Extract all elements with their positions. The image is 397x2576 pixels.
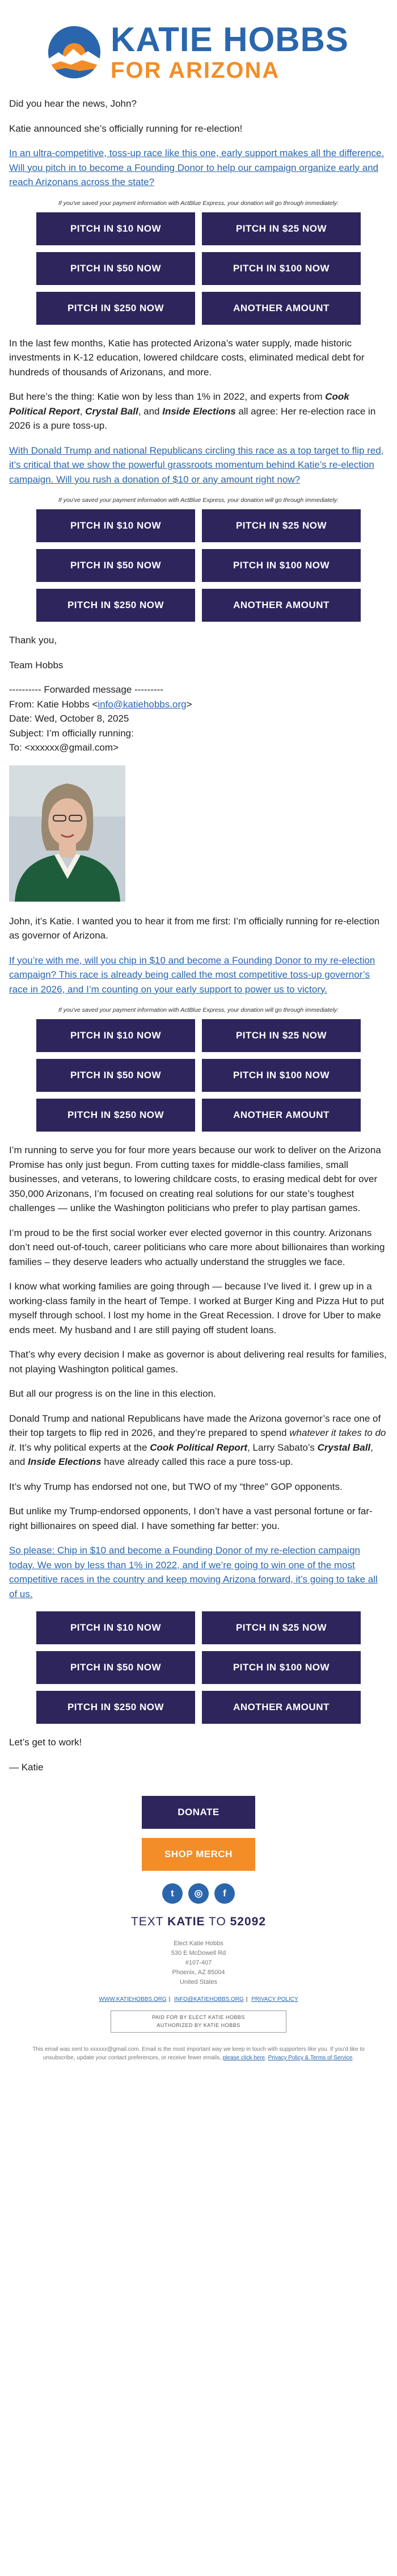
actblue-disclaimer: If you've saved your payment information with ActBlue Express, your donation will go through immediately: — [58, 199, 339, 207]
unsubscribe-link[interactable]: please click here — [222, 2055, 265, 2062]
forwarded-date: Date: Wed, October 8, 2025 — [9, 713, 129, 724]
donate-250-button[interactable]: PITCH IN $250 NOW — [36, 292, 195, 325]
donate-10-button[interactable]: PITCH IN $10 NOW — [36, 1611, 195, 1644]
working-families-paragraph: I know what working families are going through — because I’ve lived it. I grew up in a working-class family in the heart of Tempe. I worked at Burger King and Pizza Hut to put myself through school. I lost my home in the Great Recession. I drove for Uber to make ends meet. My husband and I are still paying off student loans. — [9, 1281, 385, 1335]
paid-for-by-box: PAID FOR BY ELECT KATIE HOBBS AUTHORIZED BY KATIE HOBBS — [111, 2010, 286, 2033]
donate-50-button[interactable]: PITCH IN $50 NOW — [36, 252, 195, 285]
donate-other-button[interactable]: ANOTHER AMOUNT — [202, 1099, 361, 1132]
donate-250-button[interactable]: PITCH IN $250 NOW — [36, 1691, 195, 1724]
sender-email-link[interactable]: info@katiehobbs.org — [98, 698, 187, 710]
progress-on-line-paragraph: But all our progress is on the line in this election. — [9, 1388, 216, 1399]
donate-50-button[interactable]: PITCH IN $50 NOW — [36, 1059, 195, 1092]
donation-grid — [9, 509, 388, 622]
privacy-policy-link[interactable]: PRIVACY POLICY — [251, 1996, 298, 2003]
forwarded-to: To: <xxxxxx@gmail.com> — [9, 742, 119, 753]
donate-button[interactable]: DONATE — [142, 1796, 255, 1829]
founding-donor-link[interactable]: In an ultra-competitive, toss-up race like this one, early support makes all the difference. Will you pitch in to become a Founding Donor to help our campaign organize early and reach Arizonans across the state? — [9, 148, 385, 187]
greeting: Did you hear the news, John? — [9, 98, 137, 109]
facebook-icon[interactable]: f — [214, 1883, 235, 1904]
trump-endorsed-paragraph: It’s why Trump has endorsed not one, but TWO of my “three” GOP opponents. — [9, 1481, 343, 1492]
donate-10-button[interactable]: PITCH IN $10 NOW — [36, 1019, 195, 1052]
instagram-icon[interactable]: ◎ — [188, 1883, 209, 1904]
donate-25-button[interactable]: PITCH IN $25 NOW — [202, 1019, 361, 1052]
social-worker-paragraph: I’m proud to be the first social worker ever elected governor in this country. Arizonans don’t need out-of-touch, career politicians who care more about billionaires than working families – they deserve leaders who actually understand the struggles we face. — [9, 1227, 385, 1267]
donate-other-button[interactable]: ANOTHER AMOUNT — [202, 292, 361, 325]
donate-25-button[interactable]: PITCH IN $25 NOW — [202, 509, 361, 542]
text-to-join: TEXT KATIE TO 52092 — [130, 1915, 267, 1928]
founding-donor-today-link[interactable]: So please: Chip in $10 and become a Founding Donor of my re-election campaign today. We won by less than 1% in 2022, and if we’re going to win one of the most competitive races in the country and keep moving Arizona forward, it’s going to take all of us. — [9, 1545, 378, 1599]
donate-50-button[interactable]: PITCH IN $50 NOW — [36, 549, 195, 582]
donate-other-button[interactable]: ANOTHER AMOUNT — [202, 1691, 361, 1724]
toss-up-paragraph: But here’s the thing: Katie won by less than 1% in 2022, and experts from Cook Political Report, Crystal Ball, and Inside Elections all agree: Her re-election race in 2026 is a pure toss-up. — [9, 391, 376, 431]
rush-donation-link[interactable]: With Donald Trump and national Republicans circling this race as a top target to flip red, it’s critical that we show the powerful grassroots momentum behind Katie’s re-election campaign. Will you rush a donation of $10 or any amount right now? — [9, 445, 384, 485]
closing-line: Let’s get to work! — [9, 1737, 82, 1748]
arizona-sun-logo-icon — [48, 26, 100, 78]
forwarded-subject: Subject: I’m officially running: — [9, 727, 134, 739]
website-link[interactable]: WWW.KATIEHOBBS.ORG — [99, 1996, 167, 2003]
katie-signature: — Katie — [9, 1761, 44, 1773]
team-signature: Team Hobbs — [9, 659, 64, 671]
email-link[interactable]: INFO@KATIEHOBBS.ORG — [174, 1996, 244, 2003]
donate-50-button[interactable]: PITCH IN $50 NOW — [36, 1651, 195, 1684]
katie-portrait — [9, 765, 125, 902]
donate-250-button[interactable]: PITCH IN $250 NOW — [36, 1099, 195, 1132]
donate-100-button[interactable]: PITCH IN $100 NOW — [202, 549, 361, 582]
footer-links: WWW.KATIEHOBBS.ORG | INFO@KATIEHOBBS.ORG | PRIVACY POLICY — [99, 1996, 298, 2003]
top-target-paragraph: Donald Trump and national Republicans have made the Arizona governor’s race one of their top targets to flip red in 2026, and they’re prepared to spend whatever it takes to do it. It’s why political experts at the Cook Political Report, Larry Sabato’s Crystal Ball, and Inside Elections have already called this race a pure toss-up. — [9, 1413, 386, 1467]
donate-100-button[interactable]: PITCH IN $100 NOW — [202, 252, 361, 285]
campaign-logo — [9, 0, 388, 97]
mailing-address: Elect Katie Hobbs 530 E McDowell Rd #107-407 Phoenix, AZ 85004 United States — [171, 1940, 226, 1986]
donate-25-button[interactable]: PITCH IN $25 NOW — [202, 1611, 361, 1644]
twitter-icon[interactable]: t — [162, 1883, 183, 1904]
thanks-line: Thank you, — [9, 635, 57, 646]
real-results-paragraph: That’s why every decision I make as governor is about delivering real results for families, not playing Washington political games. — [9, 1349, 387, 1375]
donation-grid — [9, 1019, 388, 1132]
actblue-disclaimer: If you've saved your payment information with ActBlue Express, your donation will go through immediately: — [58, 497, 339, 504]
donate-other-button[interactable]: ANOTHER AMOUNT — [202, 589, 361, 622]
donate-100-button[interactable]: PITCH IN $100 NOW — [202, 1651, 361, 1684]
four-more-years-paragraph: I’m running to serve you for four more years because our work to deliver on the Arizona Promise has only just begun. From cutting taxes for middle-class families, small businesses, and veterans, to lowering childcare costs, to erasing medical debt for over 350,000 Arizonans, I’m focused on creating real solutions for our state’s toughest challenges — unlike the Washington politicians who prefer to play partisan games. — [9, 1145, 381, 1213]
logo-subtitle: FOR ARIZONA — [111, 58, 280, 83]
accomplishments-paragraph: In the last few months, Katie has protected Arizona’s water supply, made historic investments in K-12 education, lowered childcare costs, eliminated medical debt for hundreds of thousands of Arizonans, and more. — [9, 337, 365, 378]
billionaires-paragraph: But unlike my Trump-endorsed opponents, I don’t have a vast personal fortune or far-right billionaires on speed dial. I have something far better: you. — [9, 1506, 373, 1531]
forwarded-header — [9, 682, 388, 755]
unsubscribe-fine-print: This email was sent to xxxxxx@gmail.com. Email is the most important way we keep in touch with supporters like you. If you'd like to unsubscribe, update your contact preferences, or receive fewer emails, please click here. Privacy Policy & Terms of Service. — [32, 2046, 365, 2062]
donate-25-button[interactable]: PITCH IN $25 NOW — [202, 212, 361, 245]
logo-name: KATIE HOBBS — [111, 20, 349, 58]
forwarded-divider: ---------- Forwarded message --------- — [9, 684, 163, 695]
donation-grid — [9, 212, 388, 325]
donate-10-button[interactable]: PITCH IN $10 NOW — [36, 212, 195, 245]
donation-grid — [9, 1611, 388, 1724]
social-links — [9, 1883, 388, 1904]
actblue-disclaimer: If you've saved your payment information with ActBlue Express, your donation will go through immediately: — [58, 1007, 339, 1013]
announcement: Katie announced she’s officially running for re-election! — [9, 123, 243, 134]
chip-in-link[interactable]: If you’re with me, will you chip in $10 and become a Founding Donor to my re-election campaign? This race is already being called the most competitive toss-up governor’s race in 2026, and I’m counting on your early support to power us to victory. — [9, 954, 375, 995]
shop-merch-button[interactable]: SHOP MERCH — [142, 1838, 255, 1871]
donate-10-button[interactable]: PITCH IN $10 NOW — [36, 509, 195, 542]
donate-100-button[interactable]: PITCH IN $100 NOW — [202, 1059, 361, 1092]
forwarded-from: From: Katie Hobbs <info@katiehobbs.org> — [9, 698, 192, 710]
donate-250-button[interactable]: PITCH IN $250 NOW — [36, 589, 195, 622]
katie-intro-paragraph: John, it’s Katie. I wanted you to hear it from me first: I’m officially running for re-election as governor of Arizona. — [9, 915, 380, 941]
terms-link[interactable]: Privacy Policy & Terms of Service — [268, 2055, 353, 2062]
